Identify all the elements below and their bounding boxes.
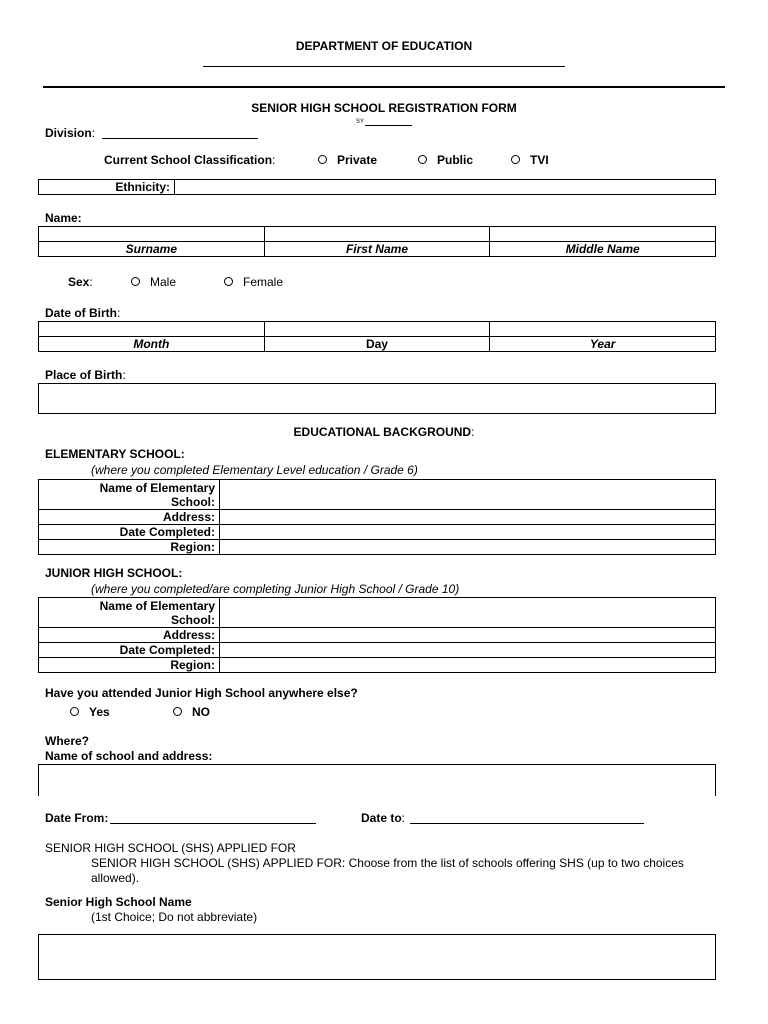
ethnicity-table [38,179,716,195]
private-radio[interactable] [318,155,327,164]
date-to-label: Date to [361,811,402,825]
tvi-radio[interactable] [511,155,520,164]
pob-input[interactable] [38,383,716,414]
elem-region-label: Region: [39,540,220,555]
elementary-table [38,479,716,555]
where-input[interactable] [38,764,716,796]
sy-input[interactable] [365,125,412,126]
year-header: Year [490,337,716,352]
shs-instruction-cont: allowed). [91,871,140,885]
education-colon: : [471,425,475,439]
where-sublabel: Name of school and address: [45,749,213,763]
education-heading: EDUCATIONAL BACKGROUND [293,425,472,439]
female-radio[interactable] [224,277,233,286]
tvi-label: TVI [530,153,549,167]
elem-date-input[interactable] [220,525,716,540]
jhs-date-label: Date Completed: [39,643,220,658]
classification-row [104,153,275,167]
elementary-title: ELEMENTARY SCHOOL: [45,447,185,461]
private-label: Private [337,153,378,167]
male-radio[interactable] [131,277,140,286]
middle-name-header: Middle Name [490,242,716,257]
date-from-label: Date From: [45,811,109,825]
month-input[interactable] [39,322,265,337]
elem-date-label: Date Completed: [39,525,220,540]
elementary-note: (where you completed Elementary Level education / Grade 6) [91,463,418,477]
sex-male[interactable] [131,275,176,289]
division-row [45,126,95,140]
junior-note: (where you completed/are completing Junior High School / Grade 10) [91,582,460,596]
pob-row [45,368,126,382]
ethnicity-input[interactable] [175,180,716,195]
day-header: Day [264,337,490,352]
education-heading-row [0,425,768,439]
yes-radio[interactable] [70,707,79,716]
sy-label: SY [356,119,365,125]
name-label: Name: [45,211,82,225]
elem-name-label-2: School: [39,495,220,510]
classification-colon: : [272,153,276,167]
shs-name-input[interactable] [38,934,716,980]
date-from-input[interactable] [110,823,316,824]
date-to-row [361,811,405,825]
female-label: Female [243,275,284,289]
shs-name-label: Senior High School Name [45,895,192,909]
department-underline [203,66,565,67]
division-label: Division [45,126,92,140]
no-radio[interactable] [173,707,182,716]
form-title: SENIOR HIGH SCHOOL REGISTRATION FORM [251,101,517,115]
junior-title: JUNIOR HIGH SCHOOL: [45,566,183,580]
date-to-colon: : [401,811,406,825]
jhs-name-label-1: Name of Elementary [39,598,220,614]
day-input[interactable] [264,322,490,337]
dob-colon: : [117,306,121,320]
classification-private[interactable] [318,153,377,167]
elem-name-label-1: Name of Elementary [39,480,220,496]
male-label: Male [150,275,177,289]
jhs-name-label-2: School: [39,613,220,628]
surname-header: Surname [39,242,265,257]
first-name-header: First Name [264,242,490,257]
jhs-region-label: Region: [39,658,220,673]
classification-tvi[interactable] [511,153,549,167]
public-label: Public [437,153,474,167]
dob-row [45,306,120,320]
sex-row [68,275,93,289]
first-name-input[interactable] [264,227,490,242]
division-input[interactable] [102,138,258,139]
public-radio[interactable] [418,155,427,164]
middle-name-input[interactable] [490,227,716,242]
year-input[interactable] [490,322,716,337]
sex-female[interactable] [224,275,283,289]
elem-address-label: Address: [39,510,220,525]
elem-name-input[interactable] [220,480,716,510]
attended-yes[interactable] [70,705,110,719]
ethnicity-label: Ethnicity: [39,180,175,195]
jhs-date-input[interactable] [220,643,716,658]
pob-label: Place of Birth [45,368,123,382]
jhs-name-input[interactable] [220,598,716,628]
department-title: DEPARTMENT OF EDUCATION [295,39,473,53]
elem-region-input[interactable] [220,540,716,555]
classification-label: Current School Classification [104,153,273,167]
surname-input[interactable] [39,227,265,242]
attended-question: Have you attended Junior High School anywhere else? [45,686,358,700]
junior-table [38,597,716,673]
pob-colon: : [122,368,126,382]
jhs-address-input[interactable] [220,628,716,643]
shs-name-note: (1st Choice; Do not abbreviate) [91,910,258,924]
shs-heading: SENIOR HIGH SCHOOL (SHS) APPLIED FOR [45,841,296,855]
dob-table [38,321,716,352]
division-colon: : [91,126,96,140]
elem-address-input[interactable] [220,510,716,525]
jhs-address-label: Address: [39,628,220,643]
dob-label: Date of Birth [45,306,117,320]
month-header: Month [39,337,265,352]
name-table [38,226,716,257]
sex-label: Sex [68,275,90,289]
where-label: Where? [45,734,90,748]
attended-no[interactable] [173,705,210,719]
sex-colon: : [89,275,93,289]
no-label: NO [192,705,210,719]
jhs-region-input[interactable] [220,658,716,673]
classification-public[interactable] [418,153,473,167]
header-divider [43,86,725,88]
shs-instruction: SENIOR HIGH SCHOOL (SHS) APPLIED FOR: Choose from the list of schools offering SHS (up to two choices [91,856,684,870]
yes-label: Yes [89,705,110,719]
date-to-input[interactable] [410,823,644,824]
